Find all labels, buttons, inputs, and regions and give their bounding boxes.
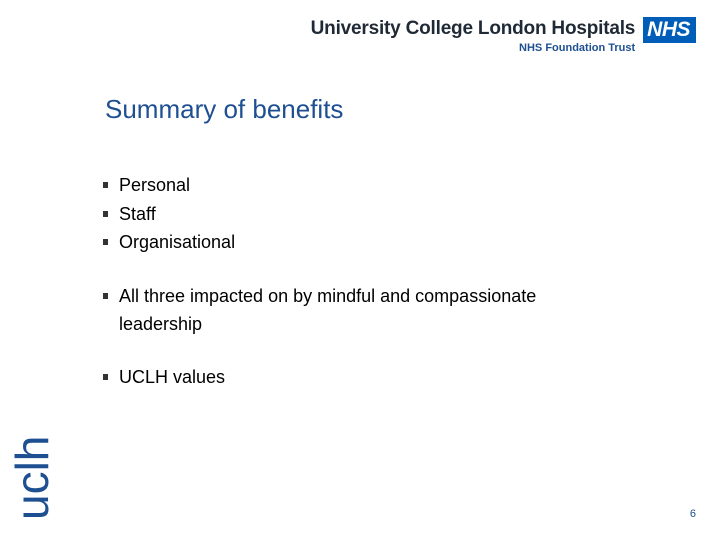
bullet-text: All three impacted on by mindful and compassionate leadership: [119, 285, 537, 334]
header-logo: [311, 16, 696, 54]
uclh-logo-text: uclh: [6, 435, 58, 520]
bullet-marker-icon: [103, 182, 108, 188]
bullet-text: Personal: [119, 175, 191, 195]
bullet-marker-icon: [103, 211, 108, 217]
bullet-item: [103, 363, 623, 392]
bullet-list: [103, 171, 623, 391]
org-subtitle: NHS Foundation Trust: [519, 42, 636, 54]
bullet-item: [103, 171, 623, 200]
org-block: [311, 16, 636, 54]
bullet-marker-icon: [103, 293, 108, 299]
bullet-text: Staff: [119, 203, 156, 224]
nhs-logo: NHS: [643, 17, 696, 43]
bullet-text: UCLH values: [119, 366, 226, 387]
org-name: University College London Hospitals: [310, 18, 636, 39]
bullet-item: [103, 228, 623, 257]
bullet-item: [103, 282, 623, 338]
bullet-text: Organisational: [119, 232, 236, 252]
page-number: 6: [689, 508, 696, 520]
bullet-marker-icon: [103, 239, 108, 245]
bullet-marker-icon: [103, 374, 108, 380]
uclh-logo: [6, 408, 58, 528]
slide-title: Summary of benefits: [105, 94, 344, 124]
bullet-item: [103, 200, 623, 229]
